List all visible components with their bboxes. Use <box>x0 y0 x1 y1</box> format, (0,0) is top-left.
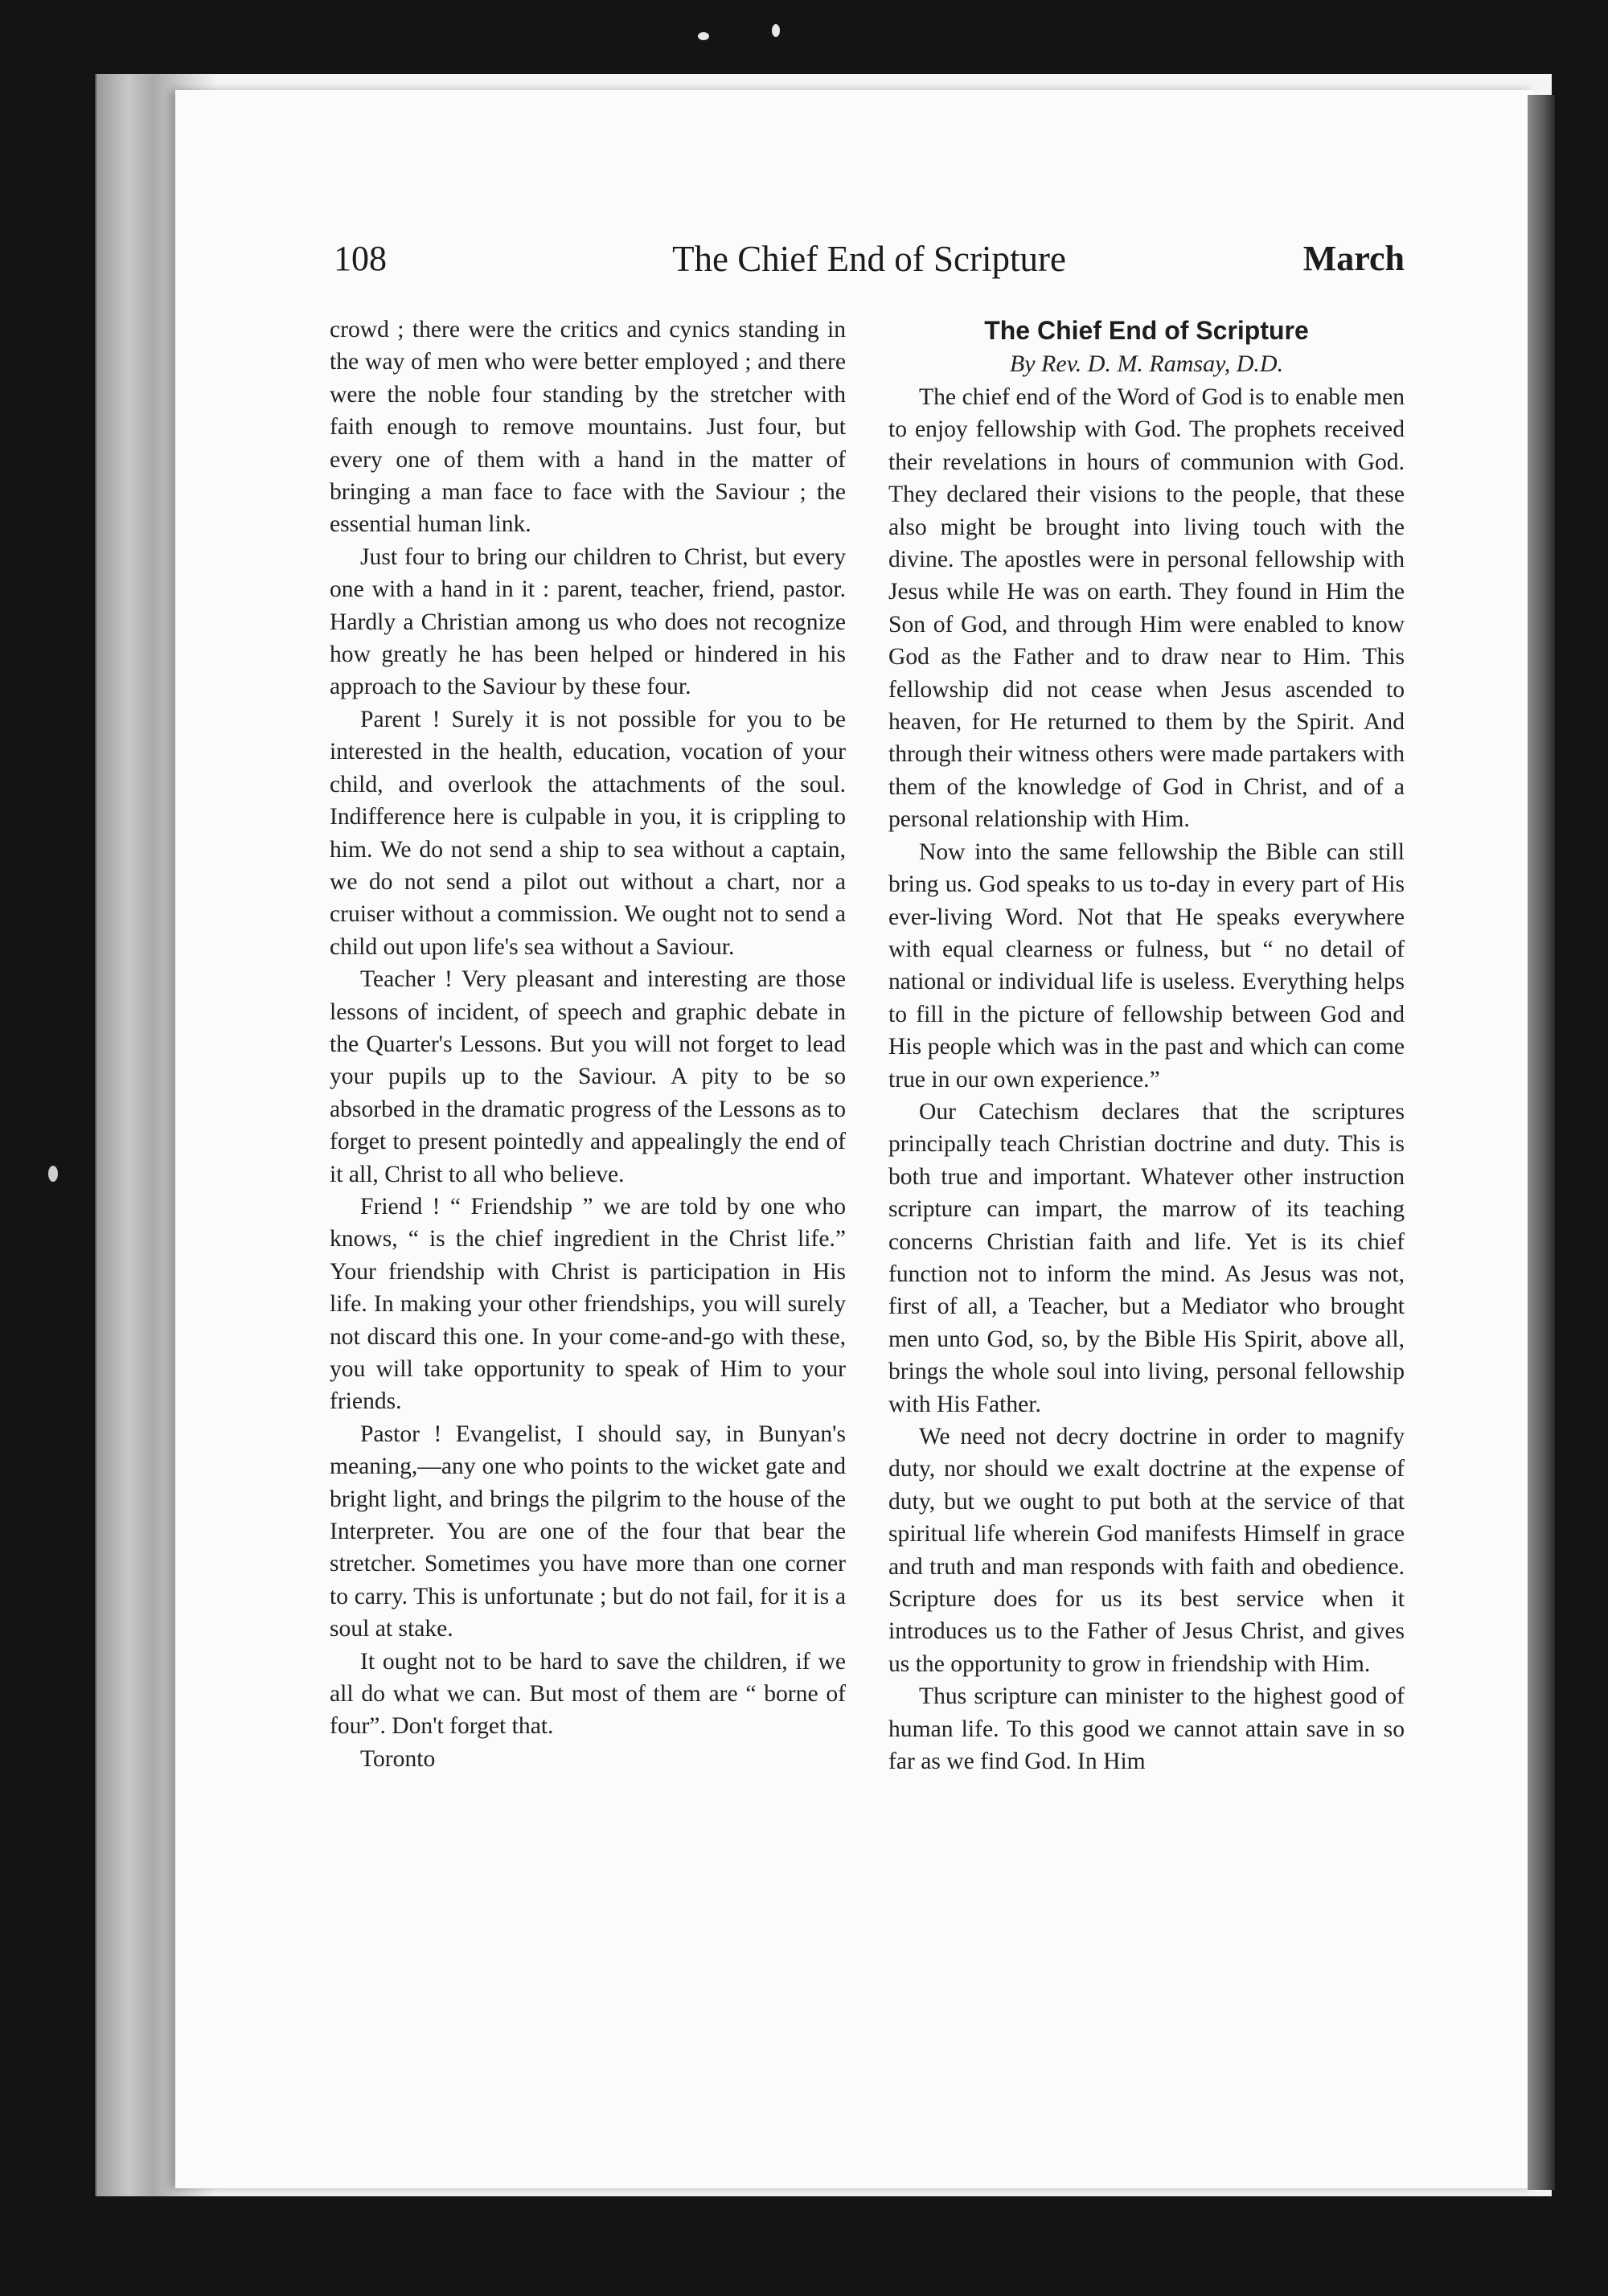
paragraph: Teacher ! Very pleasant and interesting are those lessons of incident, of speech and graphic debate in the Quarter's Lessons. But you will not forget to lead your pupils up to the Saviour. A pity to be so absorbed in the dramatic progress of the Lessons as to forget to present pointedly and appealingly the end of it all, Christ to all who believe. <box>330 966 846 1187</box>
paragraph: It ought not to be hard to save the children, if we all do what we can. But most of them are “ borne of four”. Don't forget that. <box>330 1648 846 1740</box>
paragraph: Pastor ! Evangelist, I should say, in Bunyan's meaning,—any one who points to the wicket gate and bright light, and brings the pilgrim to the house of the Interpreter. You are one of the four that bear the stretcher. Sometimes you have more than one corner to carry. This is unfortunate ; but do not fail, for it is a soul at stake. <box>330 1421 846 1642</box>
page-edge-shadow <box>1528 95 1555 2190</box>
paragraph: Our Catechism declares that the scriptures principally teach Christian doctrine and duty. This is both true and important. Whatever other instruction scripture can impart, the marrow of its teaching concerns Christian faith and life. Yet is its chief function not to inform the mind. As Jesus was not, first of all, a Teacher, but a Mediator who brought men unto God, so, by the Bible His Spirit, above all, brings the whole soul into living, personal fellowship with His Father. <box>888 1098 1405 1417</box>
scan-speck <box>698 32 709 40</box>
scan-speck <box>48 1166 58 1182</box>
paragraph: The chief end of the Word of God is to enable men to enjoy fellowship with God. The prophets received their revelations in hours of communion with God. They declared their visions to the people, that these also might be brought into living touch with the divine. The apostles were in personal fellowship with Jesus while He was on earth. They found in Him the Son of God, and through Him were enabled to know God as the Father and to draw near to Him. This fellowship did not cease when Jesus ascended to heaven, for He returned to them by the Spirit. And through their witness others were made partakers with them of the knowledge of God in Christ, and of a personal relationship with Him. <box>888 384 1405 833</box>
right-column <box>888 314 1405 1777</box>
paragraph: Thus scripture can minister to the highest good of human life. To this good we cannot attain save in so far as we find God. In Him <box>888 1683 1405 1775</box>
article-title: The Chief End of Scripture <box>984 316 1309 345</box>
left-column <box>330 314 846 1775</box>
article-author: By Rev. D. M. Ramsay, D.D. <box>1009 351 1284 377</box>
paragraph: Parent ! Surely it is not possible for you to be interested in the health, education, vocation of your child, and overlook the attachments of the soul. Indifference here is culpable in you, it is crippling to him. We do not send a ship to sea without a captain, we do not send a pilot out without a chart, nor a cruiser without a commission. We ought not to send a child out upon life's sea without a Saviour. <box>330 706 846 960</box>
page-header <box>334 238 1405 294</box>
scan-speck <box>772 24 780 37</box>
paragraph: We need not decry doctrine in order to magnify duty, nor should we exalt doctrine at the expense of duty, but we ought to put both at the service of that spiritual life wherein God manifests Himself in grace and truth and man responds with faith and obedience. Scripture does for us its best service when it introduces us to the Father of Jesus Christ, and gives us the opportunity to grow in friendship with Him. <box>888 1424 1405 1677</box>
paragraph: Just four to bring our children to Christ, but every one with a hand in it : parent, teacher, friend, pastor. Hardly a Christian among us who does not recognize how greatly he has been helped or hindered in his approach to the Saviour by these four. <box>330 543 846 700</box>
running-title: The Chief End of Scripture <box>672 239 1066 279</box>
page-number: 108 <box>334 239 387 278</box>
signature-place: Toronto <box>360 1745 436 1772</box>
paragraph: crowd ; there were the critics and cynics standing in the way of men who were better employed ; and there were the noble four standing by the stretcher with faith enough to remove mountains. Just four, but every one of them with a hand in the matter of bringing a man face to face with the Saviour ; the essential human link. <box>330 317 846 538</box>
issue-month: March <box>1302 239 1405 278</box>
paragraph: Friend ! “ Friendship ” we are told by one who knows, “ is the chief ingredient in the Christ life.” Your friendship with Christ is participation in His life. In making your other friendships, you will surely not discard this one. In your come-and-go with these, you will take opportunity to speak of Him to your friends. <box>330 1193 846 1415</box>
paragraph: Now into the same fellowship the Bible can still bring us. God speaks to us to-day in every part of His ever-living Word. Not that He speaks everywhere with equal clearness or fulness, but “ no detail of national or individual life is useless. Everything helps to fill in the picture of fellowship between God and His people which was in the past and which can come true in our own experience.” <box>888 838 1405 1093</box>
